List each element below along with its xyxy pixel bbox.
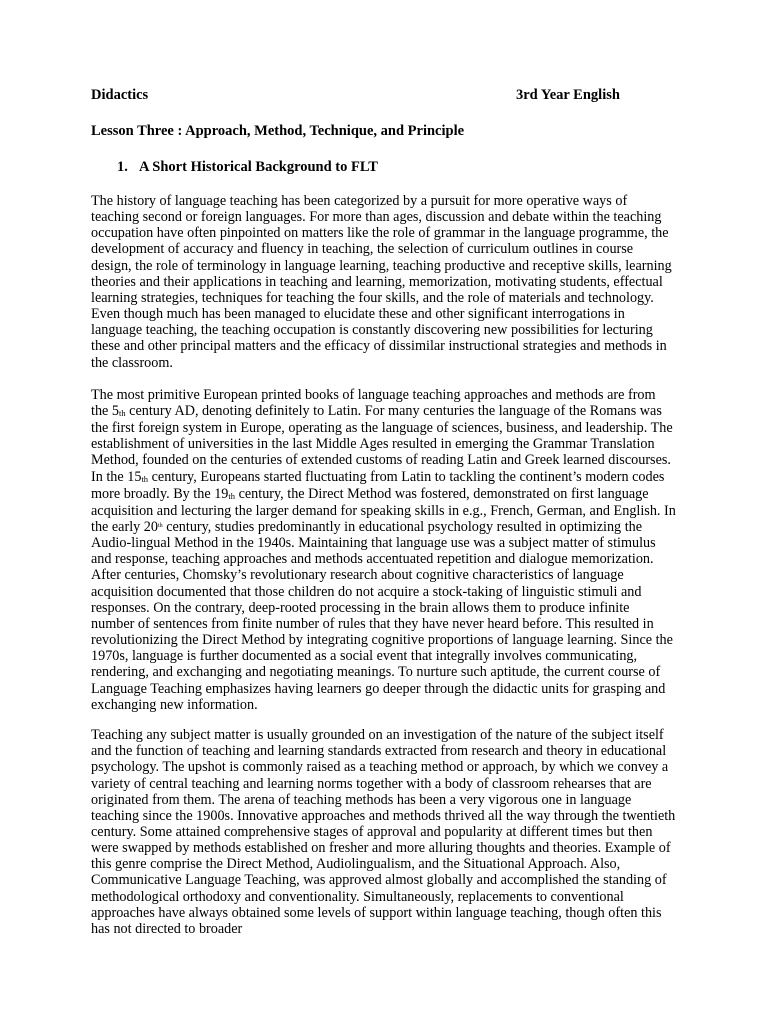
paragraph-2-text: century, the Direct Method was fostered, demonstrated on first language acquisition and lecturing the larger demand for speaking skills in e.g., French, German, and English. In the early 20 — [91, 485, 676, 535]
paragraph-2-text: century AD, denoting definitely to Latin. For many centuries the language of the Romans was the first foreign system in Europe, operating as the language of sciences, business, and leadership. The establishment of universities in the last Middle Ages resulted in emerging the Grammar Translation Method, founded on the centuries of extended customs of reading Latin and Greek learned discourses. In the 15 — [91, 402, 673, 485]
ordinal-suffix: th — [141, 473, 149, 484]
document-header — [91, 86, 676, 104]
ordinal-suffix: th — [157, 522, 163, 529]
paragraph-3: Teaching any subject matter is usually grounded on an investigation of the nature of the subject itself and the function of teaching and learning standards extracted from research and theory in educational psychology. The upshot is commonly raised as a teaching method or approach, by which we convey a variety of central teaching and learning norms together with a body of classroom rehearses that are originated from them. The arena of teaching methods has been a very vigorous one in language teaching since the 1900s. Innovative approaches and methods thrived all the way through the twentieth century. Some attained comprehensive stages of approval and popularity at different times but then were swapped by methods established on fresher and more alluring thoughts and theories. Example of this genre comprise the Direct Method, Audiolingualism, and the Situational Approach. Also, Communicative Language Teaching, was approved almost globally and accomplished the standing of methodological orthodoxy and conventionality. Simultaneously, replacements to conventional approaches have always obtained some levels of support within language teaching, though often this has not directed to broader — [91, 727, 676, 937]
section-number: 1. — [117, 159, 128, 175]
paragraph-1: The history of language teaching has been categorized by a pursuit for more operative ways of teaching second or foreign languages. For more than ages, discussion and debate within the teaching occupation have often pinpointed on matters like the role of grammar in the language programme, the development of accuracy and fluency in teaching, the selection of curriculum outlines in course design, the role of terminology in language learning, teaching productive and receptive skills, learning theories and their applications in teaching and learning, memorization, motivating students, effectual learning strategies, techniques for teaching the four skills, and the role of materials and technology. Even though much has been managed to elucidate these and other significant interrogations in language teaching, the teaching occupation is constantly discovering new possibilities for lecturing these and other principal matters and the efficacy of dissimilar instructional strategies and methods in the classroom. — [91, 193, 672, 371]
section-heading — [117, 158, 676, 176]
paragraph-2-text: The most primitive European printed books of language teaching approaches and methods are from the 5 — [91, 386, 656, 419]
lesson-title: Lesson Three : Approach, Method, Technique, and Principle — [91, 123, 465, 139]
page-content — [91, 86, 676, 951]
ordinal-suffix: th — [228, 490, 236, 501]
course-level: 3rd Year English — [516, 87, 620, 103]
paragraph-2 — [91, 387, 676, 713]
paragraph-2-text: century, studies predominantly in educational psychology resulted in optimizing the Audio-lingual Method in the 1940s. Maintaining that language use was a subject matter of stimulus and response, teaching approaches and methods accentuated repetition and dialogue memorization. After centuries, Chomsky’s revolutionary research about cognitive characteristics of language acquisition documented that those children do not acquire a stock-taking of linguistic stimuli and responses. On the contrary, deep-rooted processing in the brain allows them to produce infinite number of sentences from finite number of rules that they have never heard before. This resulted in revolutionizing the Direct Method by integrating cognitive proportions of language learning. Since the 1970s, language is further documented as a social event that integrally involves communicating, rendering, and exchanging and negotiating meanings. To nurture such aptitude, the current course of Language Teaching emphasizes having learners go deeper through the didactic units for grasping and exchanging new information. — [91, 518, 673, 713]
section-title: A Short Historical Background to FLT — [139, 159, 378, 175]
ordinal-suffix: th — [118, 407, 126, 418]
course-name: Didactics — [91, 87, 149, 103]
paragraph-2-text: century, Europeans started fluctuating from Latin to tackling the continent’s modern codes more broadly. By the 19 — [91, 468, 665, 502]
